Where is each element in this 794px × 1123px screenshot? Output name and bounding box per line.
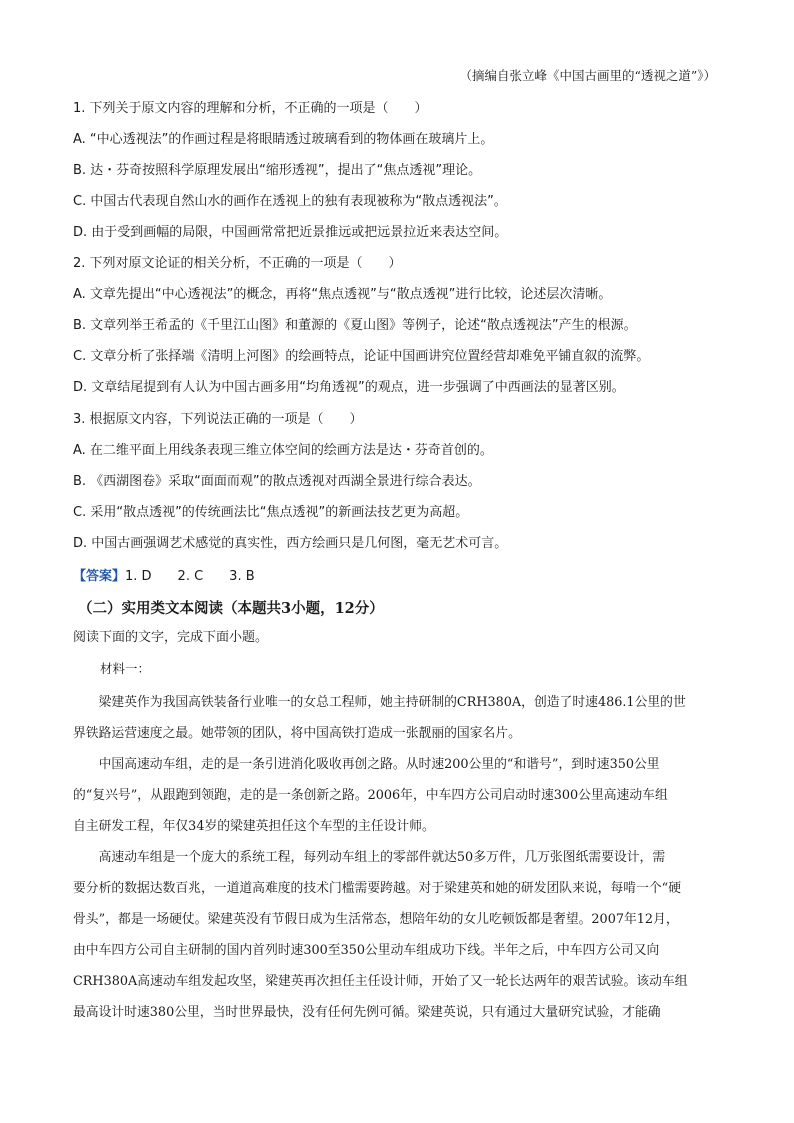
paragraph-3 bbox=[73, 842, 721, 1028]
answer-line bbox=[73, 566, 255, 588]
section-heading: （二）实用类文本阅读（本题共3小题，12分） bbox=[78, 600, 384, 617]
question-1 bbox=[73, 93, 733, 248]
paragraph-line: 由中车四方公司自主研制的国内首列时速300至350公里动车组成功下线。半年之后，中车四方公司又向 bbox=[73, 943, 660, 958]
paragraph-line: CRH380A高速动车组发起攻坚，梁建英再次担任主任设计师，开始了又一轮长达两年的艰苦试验。该动车组 bbox=[73, 974, 688, 989]
question-3-stem: 3. 根据原文内容，下列说法正确的一项是（ ） bbox=[73, 412, 363, 427]
answer-label: 【答案】 bbox=[73, 569, 126, 584]
question-3 bbox=[73, 404, 733, 559]
paragraph-line: 最高设计时速380公里，当时世界最快，没有任何先例可循。梁建英说，只有通过大量研究试验，才能确 bbox=[73, 1005, 661, 1020]
question-2-option-a: A. 文章先提出“中心透视法”的概念，再将“焦点透视”与“散点透视”进行比较，论述层次清晰。 bbox=[73, 287, 612, 302]
question-1-stem: 1. 下列关于原文内容的理解和分析，不正确的一项是（ ） bbox=[73, 101, 428, 116]
paragraph-line: 界铁路运营速度之最。她带领的团队，将中国高铁打造成一张靓丽的国家名片。 bbox=[73, 726, 521, 741]
question-2-option-b: B. 文章列举王希孟的《千里江山图》和董源的《夏山图》等例子，论述“散点透视法”产生的根源。 bbox=[73, 318, 637, 333]
paragraph-line: 骨头”，都是一场硬仗。梁建英没有节假日成为生活常态，想陪年幼的女儿吃顿饭都是奢望。2007年12月， bbox=[73, 912, 679, 927]
question-3-option-d: D. 中国古画强调艺术感觉的真实性，西方绘画只是几何图，毫无艺术可言。 bbox=[73, 536, 508, 551]
paragraph-2 bbox=[73, 749, 721, 842]
question-1-option-d: D. 由于受到画幅的局限，中国画常常把近景推远或把远景拉近来表达空间。 bbox=[73, 225, 508, 240]
paragraph-line: 要分析的数据达数百兆，一道道高难度的技术门槛需要跨越。对于梁建英和她的研发团队来说，每啃一个“硬 bbox=[73, 881, 681, 896]
question-1-option-a: A. “中心透视法”的作画过程是将眼睛透过玻璃看到的物体画在玻璃片上。 bbox=[73, 132, 494, 147]
question-2-option-c: C. 文章分析了张择端《清明上河图》的绘画特点，论证中国画讲究位置经营却难免平铺直叙的流弊。 bbox=[73, 349, 650, 364]
question-2-stem: 2. 下列对原文论证的相关分析，不正确的一项是（ ） bbox=[73, 256, 402, 271]
material-label: 材料一： bbox=[100, 661, 151, 676]
question-2-option-d: D. 文章结尾提到有人认为中国古画多用“均角透视”的观点，进一步强调了中西画法的显著区别。 bbox=[73, 380, 625, 395]
paragraph-line: 梁建英作为我国高铁装备行业唯一的女总工程师，她主持研制的CRH380A，创造了时速486.1公里的世 bbox=[73, 695, 686, 710]
source-citation: （摘编自张立峰《中国古画里的“透视之道”》） bbox=[459, 68, 716, 83]
paragraph-1 bbox=[73, 687, 721, 749]
question-3-option-c: C. 采用“散点透视”的传统画法比“焦点透视”的新画法技艺更为高超。 bbox=[73, 505, 469, 520]
question-2 bbox=[73, 248, 733, 403]
section-instruction: 阅读下面的文字，完成下面小题。 bbox=[73, 630, 269, 645]
question-1-option-b: B. 达・芬奇按照科学原理发展出“缩形透视”，提出了“焦点透视”理论。 bbox=[73, 163, 482, 178]
paragraph-line: 的“复兴号”，从跟跑到领跑，走的是一条创新之路。2006年，中车四方公司启动时速300公里高速动车组 bbox=[73, 788, 668, 803]
question-3-option-b: B. 《西湖图卷》采取“面面而观”的散点透视对西湖全景进行综合表达。 bbox=[73, 474, 481, 489]
paragraph-line: 中国高速动车组，走的是一条引进消化吸收再创之路。从时速200公里的“和谐号”，到时速350公里 bbox=[73, 757, 660, 772]
answer-values: 1. D 2. C 3. B bbox=[125, 569, 255, 584]
paragraph-line: 高速动车组是一个庞大的系统工程，每列动车组上的零部件就达50多万件，几万张图纸需要设计，需 bbox=[73, 850, 666, 865]
paragraph-line: 自主研发工程，年仅34岁的梁建英担任这个车型的主任设计师。 bbox=[73, 819, 435, 834]
question-1-option-c: C. 中国古代表现自然山水的画作在透视上的独有表现被称为“散点透视法”。 bbox=[73, 194, 507, 209]
question-3-option-a: A. 在二维平面上用线条表现三维立体空间的绘画方法是达・芬奇首创的。 bbox=[73, 443, 493, 458]
